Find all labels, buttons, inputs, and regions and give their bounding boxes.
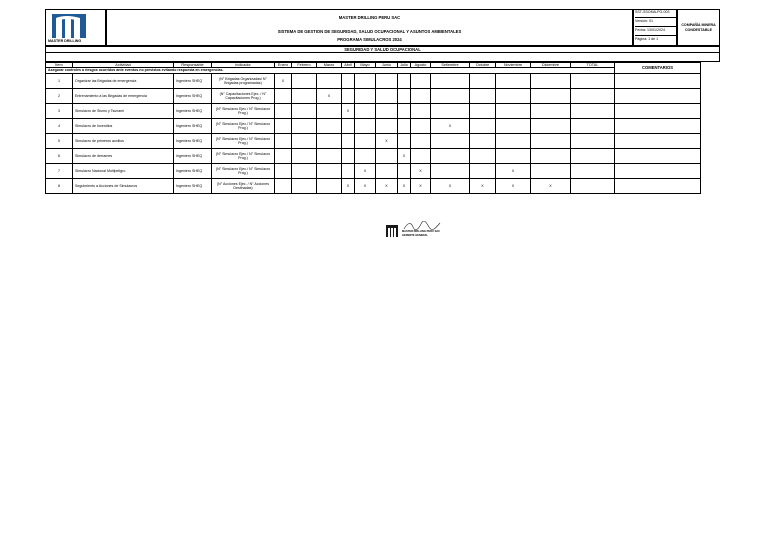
row-month-june: X [376, 134, 398, 149]
row-total [571, 104, 615, 119]
document-meta-box [633, 9, 677, 46]
row-month-may [355, 89, 376, 104]
row-month-november [496, 119, 531, 134]
row-responsible: Ingeniero SHEQ [174, 149, 212, 164]
col-header-activity: Actividad [73, 63, 174, 68]
doc-code: SST-SSOMA-PG-003 [635, 10, 677, 18]
row-month-september [431, 89, 470, 104]
row-month-february [292, 119, 317, 134]
row-comments [615, 134, 701, 149]
client-company-name: COMPAÑÍA MINERA CONDESTABLE [681, 23, 716, 32]
row-month-november: X [496, 164, 531, 179]
row-month-february [292, 74, 317, 89]
row-month-october [470, 134, 496, 149]
col-header-august: Agosto [411, 63, 431, 68]
col-header-item: Ítem [46, 63, 73, 68]
row-month-february [292, 179, 317, 194]
document-title-box [106, 9, 633, 46]
row-month-august: X [411, 179, 431, 194]
program-name: PROGRAMA SIMULACROS 2024 [337, 37, 402, 42]
row-month-june [376, 74, 398, 89]
row-month-december [531, 149, 571, 164]
row-month-november [496, 134, 531, 149]
col-header-comments: COMENTARIOS [615, 63, 701, 74]
row-month-january [275, 179, 292, 194]
table-row [46, 134, 701, 149]
row-month-february [292, 164, 317, 179]
col-header-responsible: Responsable [174, 63, 212, 68]
row-item-number: 3 [46, 104, 73, 119]
row-month-july: X [398, 179, 411, 194]
row-activity: Organizar las Brigadas de emergencia [73, 74, 174, 89]
row-month-april [342, 74, 355, 89]
row-activity: Simulacro de Incendios [73, 119, 174, 134]
row-indicator: (N° Capacitaciones Ejec. / N° Capacitaciones Prog.) [212, 89, 275, 104]
row-month-april: X [342, 104, 355, 119]
col-header-december: Diciembre [531, 63, 571, 68]
row-month-march [317, 74, 342, 89]
col-header-total: TOTAL [571, 63, 615, 68]
col-header-january: Enero [275, 63, 292, 68]
row-month-december [531, 164, 571, 179]
row-month-march [317, 179, 342, 194]
row-month-march [317, 164, 342, 179]
row-month-august [411, 134, 431, 149]
row-total [571, 134, 615, 149]
row-month-january [275, 164, 292, 179]
system-name: SISTEMA DE GESTION DE SEGURIDAD, SALUD OCUPACIONAL Y ASUNTOS AMBIENTALES [277, 29, 462, 34]
row-month-april [342, 119, 355, 134]
row-item-number: 5 [46, 134, 73, 149]
row-month-november [496, 89, 531, 104]
row-activity: Seguimiento a Acciones de Simulacros [73, 179, 174, 194]
row-month-september [431, 104, 470, 119]
row-indicator: (N° Brigadas Organizadas/ N° Brigadas programadas) [212, 74, 275, 89]
row-month-january [275, 149, 292, 164]
row-month-september [431, 134, 470, 149]
col-header-may: Mayo [355, 63, 376, 68]
row-month-march [317, 119, 342, 134]
row-item-number: 2 [46, 89, 73, 104]
row-month-july [398, 119, 411, 134]
col-header-indicator: Indicador [212, 63, 275, 68]
row-month-may [355, 149, 376, 164]
row-indicator: (N° Simulacro Ejec./ N° Simulacro Prog.) [212, 149, 275, 164]
row-month-december [531, 119, 571, 134]
row-responsible: Ingeniero SHEQ [174, 119, 212, 134]
row-activity: Simulacro de derrames [73, 149, 174, 164]
row-indicator: (N° Acciones Ejec. / N° Acciones Destinadas) [212, 179, 275, 194]
row-month-december [531, 89, 571, 104]
row-activity: Simulacro de Sismo y Tsunami [73, 104, 174, 119]
table-row [46, 104, 701, 119]
row-month-january [275, 134, 292, 149]
section-title: SEGURIDAD Y SALUD OCUPACIONAL [344, 47, 421, 52]
row-activity: Entrenamiento a las Brigadas de emergencia [73, 89, 174, 104]
row-activity: Simulacro Nacional Multipeligro [73, 164, 174, 179]
row-month-july [398, 134, 411, 149]
row-responsible: Ingeniero SHEQ [174, 89, 212, 104]
row-comments [615, 164, 701, 179]
table-row [46, 149, 701, 164]
row-month-january [275, 119, 292, 134]
table-body [46, 74, 701, 194]
table-row [46, 74, 701, 89]
row-month-february [292, 149, 317, 164]
row-month-october [470, 164, 496, 179]
row-month-may [355, 134, 376, 149]
row-month-december [531, 134, 571, 149]
row-comments [615, 89, 701, 104]
row-total [571, 164, 615, 179]
row-month-august [411, 149, 431, 164]
doc-version: Versión: 01 [635, 19, 677, 27]
row-month-february [292, 104, 317, 119]
row-month-may: X [355, 164, 376, 179]
col-header-april: Abril [342, 63, 355, 68]
row-month-january [275, 89, 292, 104]
row-month-july: X [398, 149, 411, 164]
row-month-july [398, 164, 411, 179]
row-item-number: 7 [46, 164, 73, 179]
client-company-box [677, 9, 720, 46]
row-month-august [411, 104, 431, 119]
row-month-july [398, 74, 411, 89]
row-month-august [411, 89, 431, 104]
row-month-april: X [342, 179, 355, 194]
row-month-december: X [531, 179, 571, 194]
row-total [571, 119, 615, 134]
doc-page: Página: 1 de 1 [635, 37, 659, 41]
row-comments [615, 119, 701, 134]
row-month-september [431, 149, 470, 164]
simulation-program-table [45, 62, 701, 194]
row-comments [615, 104, 701, 119]
row-total [571, 89, 615, 104]
row-responsible: Ingeniero SHEQ [174, 104, 212, 119]
row-month-july [398, 89, 411, 104]
row-activity: Simulacro de primeros auxilios [73, 134, 174, 149]
row-month-april [342, 134, 355, 149]
row-month-may: X [355, 179, 376, 194]
row-indicator: (N° Simulacro Ejec./ N° Simulacro Prog.) [212, 104, 275, 119]
row-month-january [275, 104, 292, 119]
col-header-march: Marzo [317, 63, 342, 68]
row-month-february [292, 89, 317, 104]
row-month-september: X [431, 179, 470, 194]
row-month-may [355, 74, 376, 89]
row-month-june [376, 89, 398, 104]
row-month-december [531, 104, 571, 119]
row-month-december [531, 74, 571, 89]
row-month-april [342, 164, 355, 179]
row-total [571, 149, 615, 164]
row-month-october [470, 119, 496, 134]
col-header-october: Octubre [470, 63, 496, 68]
objective-text: Asegurar controles a riesgos ocurridos ante eventos no previstos evitando respuesta en emergencias. [46, 68, 615, 74]
col-header-november: Noviembre [496, 63, 531, 68]
row-month-september: X [431, 119, 470, 134]
row-month-april [342, 149, 355, 164]
signature-stamp [386, 221, 446, 239]
section-spacer [45, 53, 720, 62]
row-month-august [411, 74, 431, 89]
row-responsible: Ingeniero SHEQ [174, 74, 212, 89]
row-month-may [355, 119, 376, 134]
logo-caption: MASTER DRILLING [48, 39, 82, 43]
row-month-june [376, 149, 398, 164]
col-header-july: Julio [398, 63, 411, 68]
row-month-may [355, 104, 376, 119]
row-month-june [376, 164, 398, 179]
row-responsible: Ingeniero SHEQ [174, 134, 212, 149]
row-month-june: X [376, 179, 398, 194]
company-logo-box [45, 9, 106, 46]
table-row [46, 119, 701, 134]
row-indicator: (N° Simulacro Ejec./ N° Simulacro Prog.) [212, 119, 275, 134]
org-name: MASTER DRILLING PERU SAC [338, 15, 401, 20]
doc-date: Fecha: 13/01/2024 [635, 28, 677, 36]
row-comments [615, 179, 701, 194]
row-month-october [470, 74, 496, 89]
row-month-november [496, 74, 531, 89]
row-month-march: X [317, 89, 342, 104]
row-month-august [411, 119, 431, 134]
table-row [46, 89, 701, 104]
row-month-october [470, 149, 496, 164]
stamp-line-1: MASTER DRILLING PERU SAC [402, 230, 441, 233]
col-header-february: Febrero [292, 63, 317, 68]
stamp-logo-icon [386, 225, 398, 237]
col-header-september: Setiembre [431, 63, 470, 68]
col-header-june: Junio [376, 63, 398, 68]
row-month-august: X [411, 164, 431, 179]
row-indicator: (N° Simulacro Ejec./ N° Simulacro Prog.) [212, 134, 275, 149]
row-item-number: 1 [46, 74, 73, 89]
row-month-march [317, 104, 342, 119]
table-row [46, 179, 701, 194]
row-month-march [317, 149, 342, 164]
row-month-november: X [496, 179, 531, 194]
row-month-november [496, 104, 531, 119]
row-month-november [496, 149, 531, 164]
stamp-line-2: GERENTE GENERAL [402, 234, 428, 237]
row-item-number: 6 [46, 149, 73, 164]
row-month-october [470, 89, 496, 104]
row-month-january: X [275, 74, 292, 89]
row-responsible: Ingeniero SHEQ [174, 164, 212, 179]
row-item-number: 4 [46, 119, 73, 134]
row-month-july [398, 104, 411, 119]
row-month-september [431, 164, 470, 179]
row-month-february [292, 134, 317, 149]
table-row [46, 164, 701, 179]
row-indicator: (N° Simulacro Ejec./ N° Simulacro Prog.) [212, 164, 275, 179]
row-month-september [431, 74, 470, 89]
row-month-october: X [470, 179, 496, 194]
row-month-october [470, 104, 496, 119]
row-comments [615, 74, 701, 89]
row-month-june [376, 104, 398, 119]
row-month-march [317, 134, 342, 149]
row-month-april [342, 89, 355, 104]
row-total [571, 74, 615, 89]
row-item-number: 8 [46, 179, 73, 194]
row-month-june [376, 119, 398, 134]
row-comments [615, 149, 701, 164]
section-title-bar [45, 46, 720, 53]
row-responsible: Ingeniero SHEQ [174, 179, 212, 194]
row-total [571, 179, 615, 194]
